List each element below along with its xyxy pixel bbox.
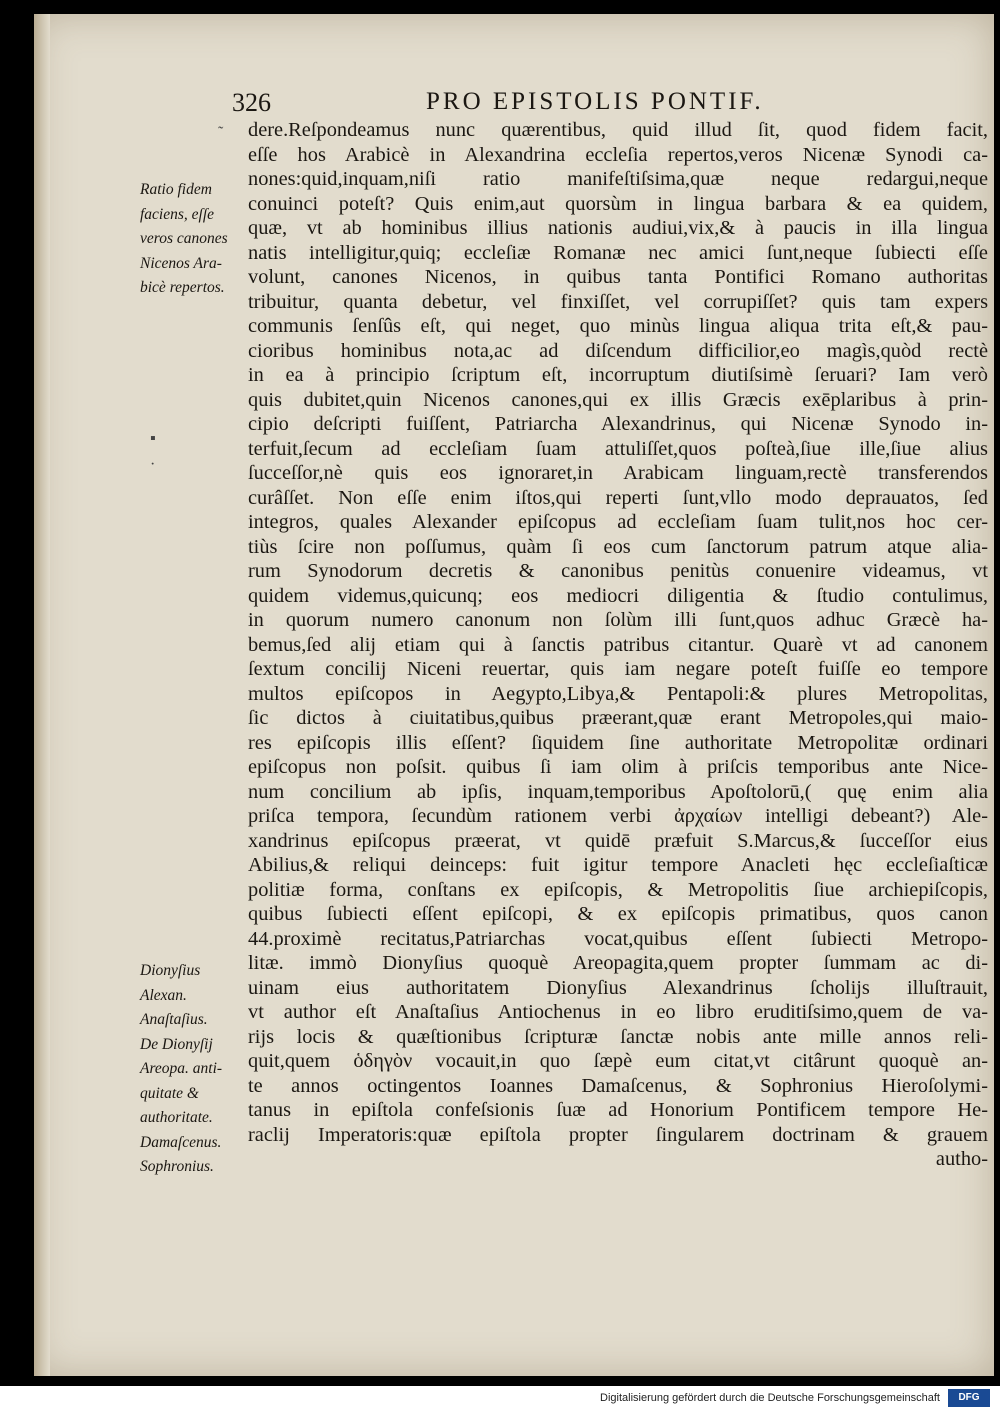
main-text (248, 118, 988, 1172)
marginal-notes-bottom (140, 959, 252, 1180)
marginal-note: Dionyſius (140, 962, 201, 979)
text-line: raclij Imperatoris:quæ epiſtola propter ſingularem doctrinam & grauem (248, 1123, 988, 1146)
text-line: eſſe hos Arabicè in Alexandrina eccleſia repertos,veros Nicenæ Synodi ca- (248, 143, 988, 166)
text-line: ſextum concilij Niceni reuertar, quis iam negare poteſt fuiſſe eo tempore (248, 658, 988, 680)
page-gutter (34, 14, 50, 1376)
marginal-note: authoritate. (140, 1109, 213, 1126)
text-line: 44.proximè recitatus,Patriarchas vocat,quibus eſſent ſubiecti Metropo- (248, 927, 988, 950)
text-line: litæ. immò Dionyſius quoquè Areopagita,quem propter ſummam ac di- (248, 952, 988, 974)
text-line: rijs locis & quæſtionibus ſcripturæ ſanctæ nobis ante mille annos reli- (248, 1025, 988, 1048)
dfg-logo: DFG (948, 1389, 990, 1407)
text-line: priſca tempora, ſecundùm rationem verbi ἀρχαίων intelligi debeant?) Ale- (248, 805, 988, 827)
running-head: PRO EPISTOLIS PONTIF. (426, 88, 764, 115)
text-line: vt author eſt Anaſtaſius Antiochenus in eo libro eruditiſsimo,quem de va- (248, 1001, 988, 1023)
text-line: ſic dictos à ciuitatibus,quibus præerant,quæ erant Metropoles,qui maio- (248, 707, 988, 729)
margin-mark: ▪ (150, 430, 156, 447)
text-line: nones:quid,inquam,niſi ratio manifeſtiſsima,quæ neque redargui,neque (248, 168, 988, 190)
text-line: Abilius,& reliqui deinceps: fuit igitur tempore Anacleti hęc eccleſiaſticæ (248, 854, 988, 876)
text-line: epiſcopus non poſsit. quibus ſi iam olim à priſcis temporibus ante Nice- (248, 756, 988, 778)
text-line: cioribus hominibus nota,ac ad diſcendum difficilior,eo magìs,quòd rectè (248, 339, 988, 362)
text-line: rum Synodorum decretis & canonibus penitùs conuenire videamus, vt (248, 560, 988, 582)
margin-mark: · (150, 456, 156, 473)
text-line: tiùs ſcire non poſſumus, quàm ſi eos cum ſanctorum patrum atque alia- (248, 535, 988, 558)
text-line: cipio deſcripti fuiſſent, Patriarcha Alexandrinus, qui Nicenæ Synodo in- (248, 413, 988, 435)
text-line: tribuitur, quanta debetur, vel finxiſſet, vel corrupiſſet? quis tam expers (248, 290, 988, 313)
marginal-note: Anaſtaſius. (140, 1011, 208, 1028)
marginal-note: De Dionyſij (140, 1035, 213, 1053)
text-line: quis dubitet,quin Nicenos canones,qui ex illis Græcis exēplaribus à prin- (248, 388, 988, 411)
text-line: conuinci poteſt? Quis enim,aut quorsùm in lingua barbara & ea quidem, (248, 192, 988, 215)
text-line: integros, quales Alexander epiſcopus ad eccleſiam ſuam tulit,nos hoc cer- (248, 511, 988, 533)
text-line: terfuit,ſecum ad eccleſiam ſuam attuliſſet,quos poſteà,ſiue ille,ſiue alius (248, 437, 988, 460)
text-line: politiæ forma, conſtans ex epiſcopis, & Metropolitis ſiue archiepiſcopis, (248, 878, 988, 901)
text-line: quidem videmus,quicunq; eos mediocri diligentia & ſtudio contulimus, (248, 584, 988, 607)
marginal-note: Damaſcenus. (140, 1133, 222, 1151)
text-line: communis ſenſûs eſt, qui neget, quo minùs lingua aliqua trita eſt,& pau- (248, 315, 988, 337)
marginal-note: Alexan. (140, 986, 187, 1004)
text-line: multos epiſcopos in Aegypto,Libya,& Pentapoli:& plures Metropolitas, (248, 682, 988, 705)
text-line: quit,quem ὁδηγὸν vocauit,in quo ſæpè eum citat,vt citârunt quoquè an- (248, 1050, 988, 1072)
text-line: quibus ſubiecti eſſent epiſcopi, & ex epiſcopis primatibus, quos canon (248, 903, 988, 925)
text-line: ſucceſſor,nè quis eos ignoraret,in Arabicam linguam,rectè transferendos (248, 462, 988, 484)
footer-bar (0, 1386, 1000, 1414)
text-line: uinam eius authoritatem Dionyſius Alexandrinus ſcholijs illuſtrauit, (248, 976, 988, 999)
text-line: te annos octingentos Ioannes Damaſcenus, & Sophronius Hieroſolymi- (248, 1074, 988, 1097)
text-line: bemus,ſed alij etiam qui à ſanctis patribus citantur. Quarè vt ad canonem (248, 633, 988, 656)
page-header (0, 88, 1000, 122)
marginal-note: veros canones (140, 230, 228, 247)
marginal-note: Areopa. anti- (140, 1060, 223, 1077)
marginal-note: Ratio fidem (140, 181, 212, 198)
digitization-credit: Digitalisierung gefördert durch die Deutsche Forschungsgemeinschaft (600, 1392, 940, 1404)
marginal-note: Sophronius. (140, 1158, 214, 1175)
text-line: quæ, vt ab hominibus illius nationis audiui,vix,& à paucis in illa lingua (248, 217, 988, 239)
margin-mark: ˜ (218, 124, 224, 141)
text-line: in ea à principio ſcriptum eſt, incorruptum diutiſsimè ſeruari? Iam verò (248, 364, 988, 386)
text-line: in quorum numero canonum non ſolùm illi ſunt,quos adhuc Græcè ha- (248, 609, 988, 631)
text-line: dere.Reſpondeamus nunc quærentibus, quid illud ſit, quod fidem facit, (248, 119, 988, 141)
marginal-note: Nicenos Ara- (140, 254, 222, 272)
marginal-note: faciens, eſſe (140, 205, 215, 223)
page-number: 326 (232, 88, 271, 117)
marginal-notes-top (140, 178, 252, 301)
text-line: curâſſet. Non eſſe enim iſtos,qui reperti ſunt,vllo modo deprauatos, ſed (248, 486, 988, 509)
text-line: volunt, canones Nicenos, in quibus tanta Pontifici Romano authoritas (248, 266, 988, 288)
text-line: tanus in epiſtola confeſsionis ſuæ ad Honorium Pontificem tempore He- (248, 1099, 988, 1121)
catchword: autho- (935, 1148, 988, 1170)
text-line: num concilium ab ipſis, inquam,temporibus Apoſtolorū,( quę enim alia (248, 780, 988, 803)
text-line: xandrinus epiſcopus præerat, vt quidē præfuit S.Marcus,& ſucceſſor eius (248, 829, 988, 852)
marginal-note: bicè repertos. (140, 279, 225, 296)
marginal-note: quitate & (140, 1084, 199, 1102)
text-line: natis intelligitur,quiq; eccleſiæ Romanæ nec amici ſunt,neque ſubiecti eſſe (248, 241, 988, 264)
text-line: res epiſcopis illis eſſent? ſiquidem ſine authoritate Metropolitæ ordinari (248, 731, 988, 754)
